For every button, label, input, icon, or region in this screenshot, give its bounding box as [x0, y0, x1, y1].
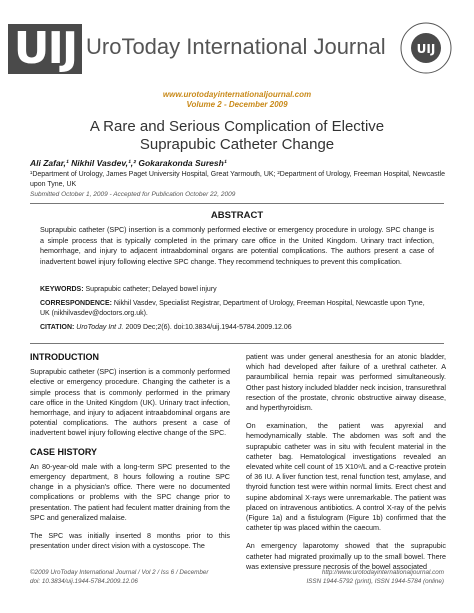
abstract-body: Suprapubic catheter (SPC) insertion is a commonly performed elective or emergency procedure in urology. SPC change is a simple process that is typically completed in the primary care office in the United Kingdom. Urinary tract infection, hemorrhage, and injury to adjacent intraabdominal organs are potential complications. The authors present a case of inadvertent bowel injury following elective SPC change. They recommend techniques to prevent this complication.	[40, 225, 434, 266]
case-paragraph: The SPC was initially inserted 8 months prior to this presentation under direct vision with a cystoscope. The	[30, 531, 230, 551]
case-history-heading: CASE HISTORY	[30, 446, 98, 457]
footer-issn: ISSN 1944-5792 (print), ISSN 1944-5784 (online)	[306, 578, 444, 585]
left-column	[30, 352, 230, 559]
journal-name: UroToday International Journal	[86, 34, 386, 59]
citation-journal: UroToday Int J.	[76, 324, 124, 331]
correspondence	[40, 299, 434, 319]
article-affiliations: ¹Department of Urology, James Paget University Hospital, Great Yarmouth, UK; ²Department of Urology, Freeman Hospital, Newcastle upon Tyne, UK	[30, 171, 445, 188]
right-column	[246, 352, 446, 580]
intro-heading: INTRODUCTION	[30, 352, 99, 362]
keywords-text: Suprapubic catheter; Delayed bowel injury	[85, 286, 217, 293]
issue-volume: Volume 2 - December 2009	[186, 100, 288, 109]
correspondence-text: Nikhil Vasdev, Specialist Registrar, Department of Urology, Freeman Hospital, Newcastle upon Tyne, UK (nikhilvasdev@doctors.org.uk).	[40, 300, 425, 317]
journal-logo: UIJ	[8, 24, 82, 74]
intro-paragraph: Suprapubic catheter (SPC) insertion is a commonly performed elective or emergency procedure. Changing the catheter is a simple process that is commonly performed in the primary care office in the United Kingdom (UK). Urinary tract infection, hemorrhage, and injury to adjacent intraabdominal organs are potential complications. The authors present a case of inadvertent bowel injury following elective change of the SPC.	[30, 367, 230, 438]
abstract-heading: ABSTRACT	[210, 210, 264, 221]
article-authors: Ali Zafar,¹ Nikhil Vasdev,¹,² Gokarakonda Suresh¹	[30, 158, 227, 168]
footer-copyright: ©2009 UroToday International Journal / Vol 2 / Iss 6 / December	[30, 569, 209, 576]
divider	[30, 203, 444, 204]
issue-url: www.urotodayinternationaljournal.com	[162, 90, 312, 99]
correspondence-label: CORRESPONDENCE:	[40, 300, 112, 307]
citation-text: 2009 Dec;2(6). doi:10.3834/uij.1944-5784.2009.12.06	[125, 324, 292, 331]
keywords-label: KEYWORDS:	[40, 286, 84, 293]
body-paragraph: patient was under general anesthesia for an atonic bladder, which had developed after failure of a urethral catheter. A paraumbilical hernia repair was performed simultaneously. Other past history included bladder neck incision, transurethral resection of the prostate, chronic obstructive airway disease, and hyperthyroidism.	[246, 352, 446, 413]
svg-text:UIJ: UIJ	[416, 42, 436, 56]
journal-seal-icon	[400, 22, 452, 74]
body-paragraph: An emergency laparotomy showed that the suprapubic catheter had migrated proximally up to the small bowel. There was extensive pressure necrosis of the bowel associated	[246, 541, 446, 571]
keywords	[40, 285, 434, 295]
divider	[30, 343, 444, 344]
submission-dates: Submitted October 1, 2009 - Accepted for Publication October 22, 2009	[30, 191, 236, 198]
footer-doi: doi: 10.3834/uij.1944-5784.2009.12.06	[30, 578, 138, 585]
citation	[40, 323, 434, 333]
article-title-line1: A Rare and Serious Complication of Elective	[89, 118, 385, 135]
case-paragraph: An 80-year-old male with a long-term SPC presented to the emergency department, 8 hours following a routine SPC change in a physician's office. There were no documented complications or problems with the SPC change prior to presentation. The patient had feculent matter draining from the SPC and generalized malaise.	[30, 461, 230, 522]
citation-label: CITATION:	[40, 324, 75, 331]
journal-header	[0, 22, 474, 80]
article-title-line2: Suprapubic Catheter Change	[139, 136, 335, 153]
footer-url[interactable]: http://www.urotodayinternationaljournal.com	[321, 569, 444, 576]
body-paragraph: On examination, the patient was apyrexial and hemodynamically stable. The abdomen was soft and the suprapubic catheter was in situ with feculent material in the catheter bag. Hematological investigations revealed an elevated white cell count of 15 X10⁹/L and a C-reactive protein of 36 IU. A liver function test, renal function test, amylase, and thyroid function test were within normal limits. Erect chest and supine abdominal X-rays were unremarkable. The patient was placed on intravenous antibiotics. A control X-ray of the pelvis (Figure 1a) and a fistulogram (Figure 1b) confirmed that the catheter tip was placed within the caecum.	[246, 421, 446, 533]
